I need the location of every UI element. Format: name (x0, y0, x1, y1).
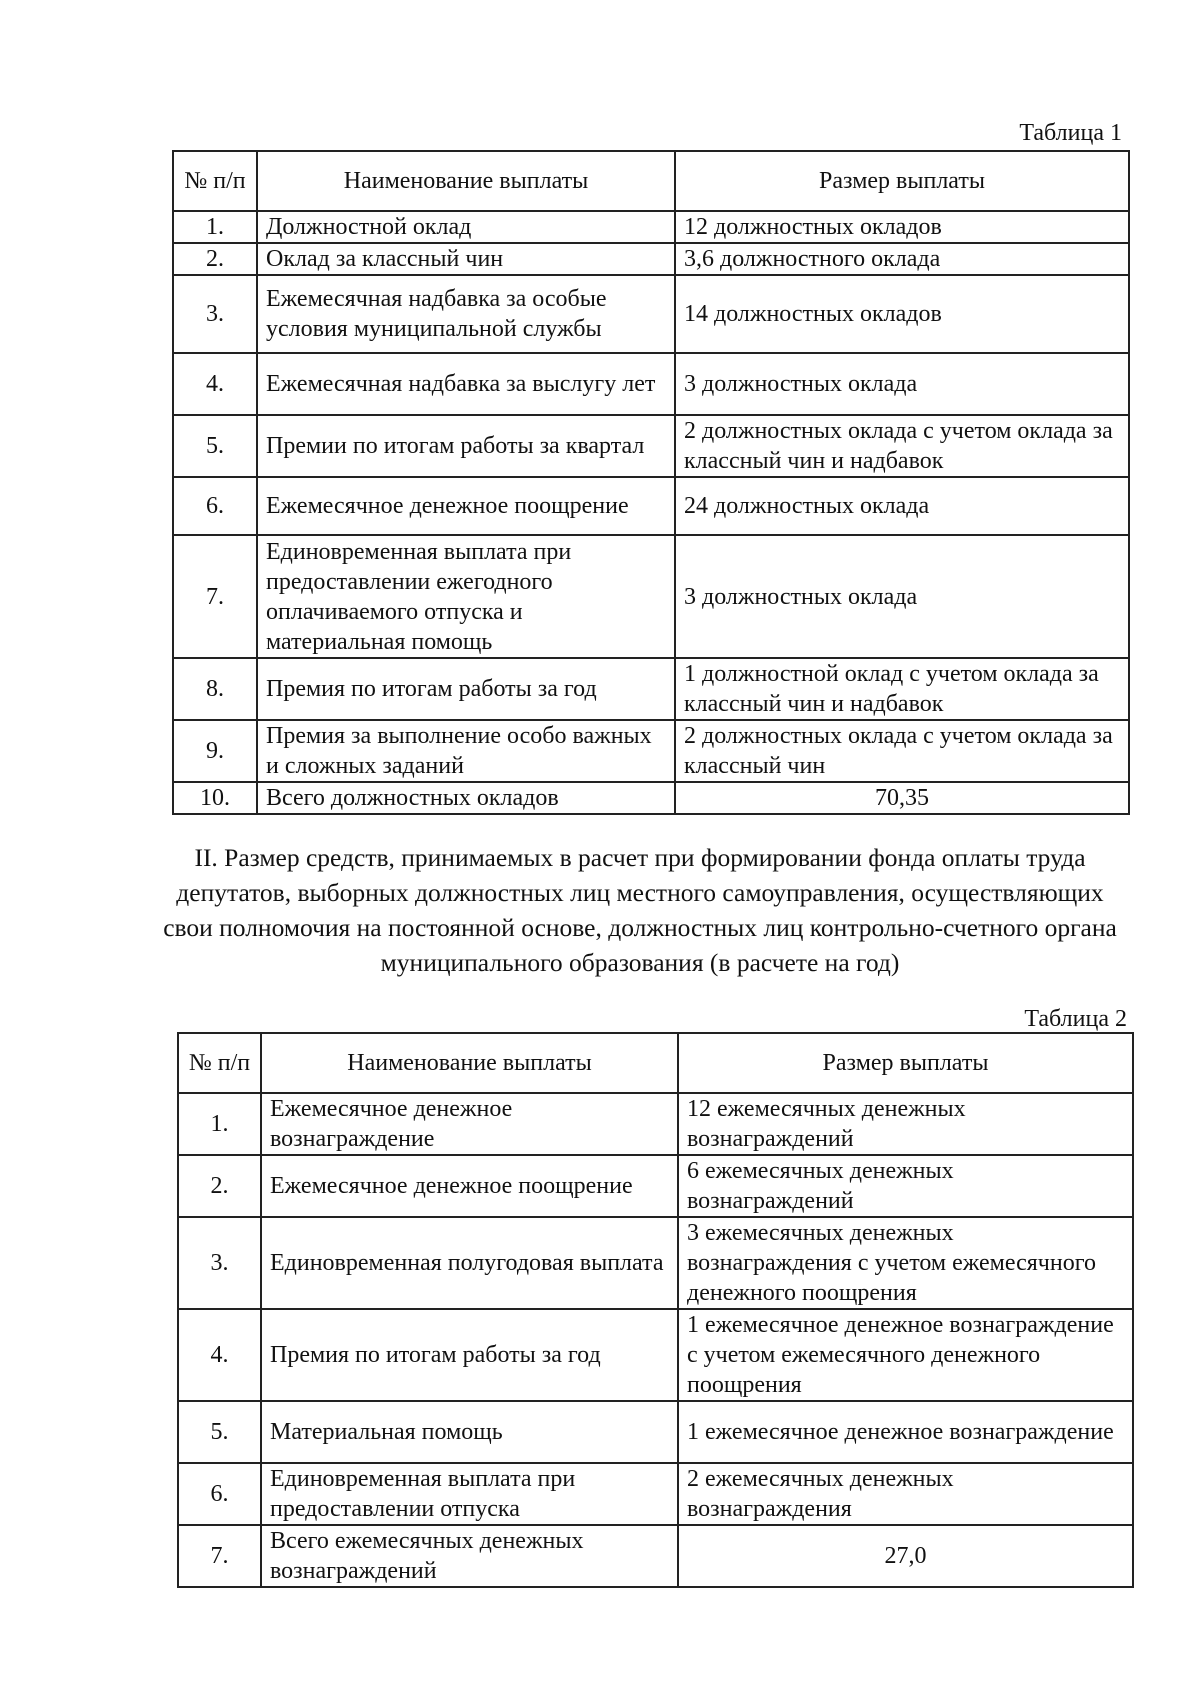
table1-header-num: № п/п (173, 151, 257, 211)
payment-size: 2 ежемесячных денежных вознаграждения (678, 1463, 1133, 1525)
payment-size: 2 должностных оклада с учетом оклада за классный чин (675, 720, 1129, 782)
table1-header-name: Наименование выплаты (257, 151, 675, 211)
table-row (173, 211, 1129, 243)
payment-size: 1 ежемесячное денежное вознаграждение (678, 1401, 1133, 1463)
table2-header-size: Размер выплаты (678, 1033, 1133, 1093)
row-number: 2. (173, 243, 257, 275)
total-value: 27,0 (678, 1525, 1133, 1587)
row-number: 6. (173, 477, 257, 535)
row-number: 2. (178, 1155, 261, 1217)
row-number: 7. (173, 535, 257, 658)
payment-name: Всего ежемесячных денежных вознаграждений (261, 1525, 678, 1587)
table-row (173, 658, 1129, 720)
table2-header-row (178, 1033, 1133, 1093)
table1-header-row (173, 151, 1129, 211)
row-number: 10. (173, 782, 257, 814)
table-row (173, 535, 1129, 658)
payment-name: Единовременная полугодовая выплата (261, 1217, 678, 1309)
table-row (178, 1093, 1133, 1155)
table2-header-num: № п/п (178, 1033, 261, 1093)
table-row (173, 415, 1129, 477)
payment-size: 3 должностных оклада (675, 353, 1129, 415)
table-row (178, 1309, 1133, 1401)
row-number: 7. (178, 1525, 261, 1587)
section-heading: II. Размер средств, принимаемых в расчет при формировании фонда оплаты труда депутатов, выборных должностных лиц местного самоуправления, осуществляющих свои полномочия на постоянной основе, должностных лиц контрольно-счетного органа муниципального образования (в расчете на год) (163, 843, 1117, 977)
payment-name: Премия по итогам работы за год (261, 1309, 678, 1401)
table2-header-name: Наименование выплаты (261, 1033, 678, 1093)
row-number: 1. (173, 211, 257, 243)
table-row (173, 782, 1129, 814)
table-row (178, 1463, 1133, 1525)
payment-name: Ежемесячная надбавка за особые условия муниципальной службы (257, 275, 675, 353)
payment-name: Оклад за классный чин (257, 243, 675, 275)
table-row (173, 275, 1129, 353)
row-number: 5. (178, 1401, 261, 1463)
payment-size: 12 ежемесячных денежных вознаграждений (678, 1093, 1133, 1155)
payment-size: 12 должностных окладов (675, 211, 1129, 243)
payment-size: 6 ежемесячных денежных вознаграждений (678, 1155, 1133, 1217)
table1 (172, 150, 1130, 815)
payment-size: 3,6 должностного оклада (675, 243, 1129, 275)
table2-caption: Таблица 2 (1024, 1006, 1127, 1032)
payment-size: 14 должностных окладов (675, 275, 1129, 353)
payment-size: 2 должностных оклада с учетом оклада за классный чин и надбавок (675, 415, 1129, 477)
table-row (173, 477, 1129, 535)
table1-caption: Таблица 1 (1019, 120, 1122, 146)
row-number: 5. (173, 415, 257, 477)
payment-name: Ежемесячная надбавка за выслугу лет (257, 353, 675, 415)
payment-name: Ежемесячное денежное поощрение (261, 1155, 678, 1217)
row-number: 9. (173, 720, 257, 782)
payment-name: Материальная помощь (261, 1401, 678, 1463)
payment-name: Всего должностных окладов (257, 782, 675, 814)
row-number: 4. (173, 353, 257, 415)
payment-name: Премия за выполнение особо важных и сложных заданий (257, 720, 675, 782)
row-number: 6. (178, 1463, 261, 1525)
payment-name: Ежемесячное денежное вознаграждение (261, 1093, 678, 1155)
row-number: 4. (178, 1309, 261, 1401)
payment-size: 1 ежемесячное денежное вознаграждение с учетом ежемесячного денежного поощрения (678, 1309, 1133, 1401)
table-row (178, 1401, 1133, 1463)
payment-size: 3 ежемесячных денежных вознаграждения с учетом ежемесячного денежного поощрения (678, 1217, 1133, 1309)
table2 (177, 1032, 1134, 1588)
payment-name: Ежемесячное денежное поощрение (257, 477, 675, 535)
payment-size: 3 должностных оклада (675, 535, 1129, 658)
payment-name: Единовременная выплата при предоставлении ежегодного оплачиваемого отпуска и материальная помощь (257, 535, 675, 658)
payment-size: 1 должностной оклад с учетом оклада за классный чин и надбавок (675, 658, 1129, 720)
total-value: 70,35 (675, 782, 1129, 814)
table-row (178, 1155, 1133, 1217)
payment-name: Премии по итогам работы за квартал (257, 415, 675, 477)
table1-header-size: Размер выплаты (675, 151, 1129, 211)
table-row (173, 720, 1129, 782)
table-row (178, 1217, 1133, 1309)
row-number: 3. (178, 1217, 261, 1309)
table-row (178, 1525, 1133, 1587)
payment-size: 24 должностных оклада (675, 477, 1129, 535)
row-number: 1. (178, 1093, 261, 1155)
row-number: 8. (173, 658, 257, 720)
payment-name: Единовременная выплата при предоставлении отпуска (261, 1463, 678, 1525)
row-number: 3. (173, 275, 257, 353)
table-row (173, 353, 1129, 415)
payment-name: Премия по итогам работы за год (257, 658, 675, 720)
payment-name: Должностной оклад (257, 211, 675, 243)
table-row (173, 243, 1129, 275)
